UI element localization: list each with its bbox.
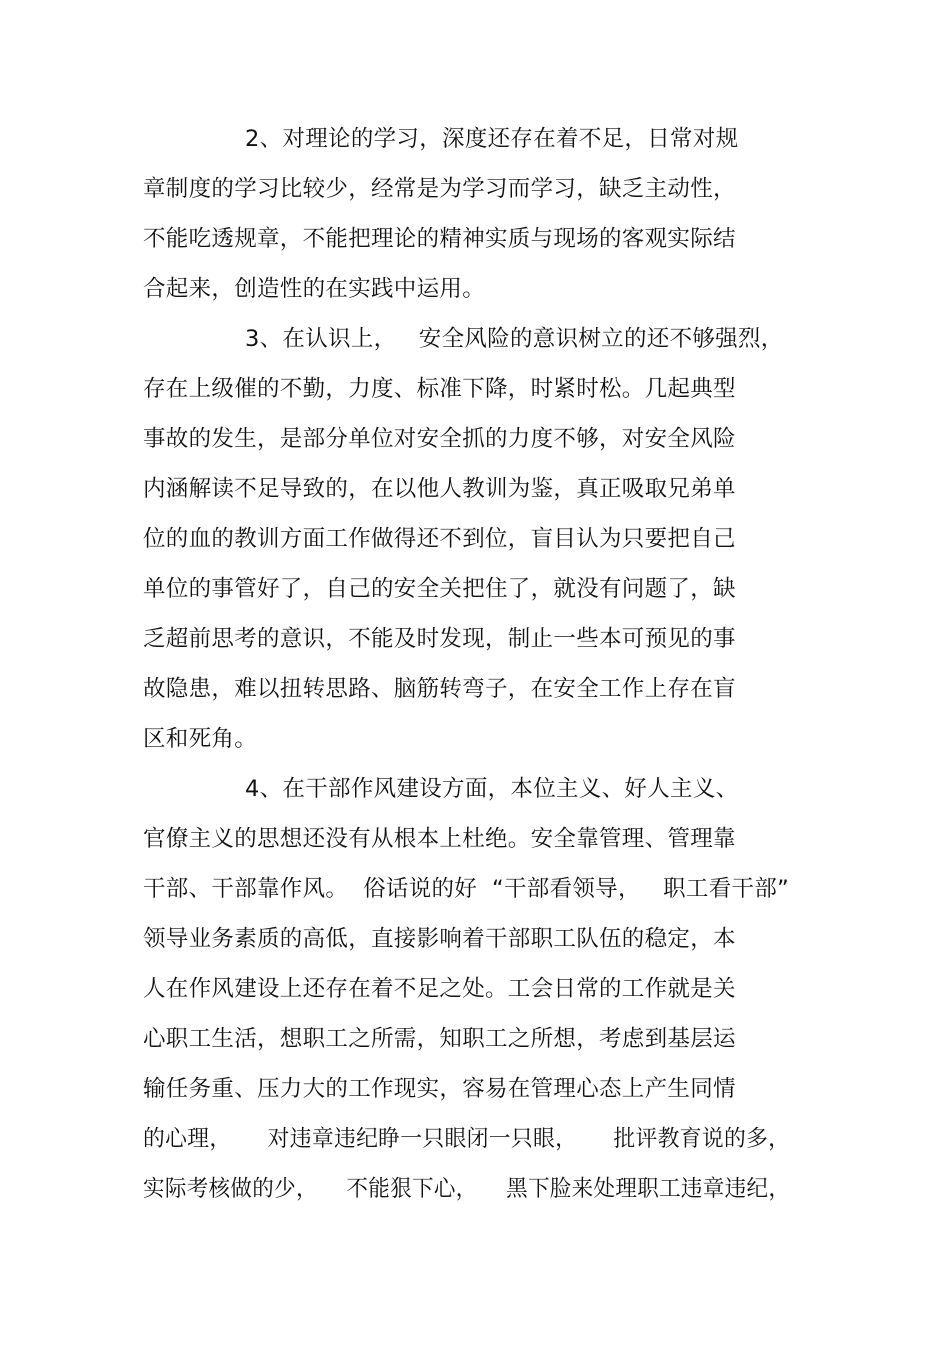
paragraph-2-line-4: 合起来，创造性的在实践中运用。 <box>143 276 486 302</box>
paragraph-3-line-6: 单位的事管好了，自己的安全关把住了，就没有问题了，缺 <box>143 576 736 602</box>
paragraph-2-line-2: 章制度的学习比较少，经常是为学习而学习，缺乏主动性， <box>143 176 736 202</box>
paragraph-4-line-1: 4、在干部作风建设方面，本位主义、好人主义、 <box>245 776 739 802</box>
paragraph-3-line-2: 存在上级催的不勤，力度、标准下降，时紧时松。几起典型 <box>143 376 736 402</box>
paragraph-3-line-4: 内涵解读不足导致的，在以他人教训为鉴，真正吸取兄弟单 <box>143 476 736 502</box>
paragraph-4-line-5: 人在作风建设上还存在着不足之处。工会日常的工作就是关 <box>143 976 736 1002</box>
paragraph-3-line-8: 故隐患，难以扭转思路、脑筋转弯子，在安全工作上存在盲 <box>143 676 736 702</box>
paragraph-3-line-1: 3、在认识上， 安全风险的意识树立的还不够强烈， <box>245 326 784 352</box>
paragraph-4-line-6: 心职工生活，想职工之所需，知职工之所想，考虑到基层运 <box>143 1026 736 1052</box>
paragraph-3-line-5: 位的血的教训方面工作做得还不到位，盲目认为只要把自己 <box>143 526 736 552</box>
paragraph-4-line-4: 领导业务素质的高低，直接影响着干部职工队伍的稳定，本 <box>143 926 736 952</box>
paragraph-4-line-9: 实际考核做的少， 不能狠下心， 黑下脸来处理职工违章违纪， <box>143 1176 791 1202</box>
paragraph-3-line-7: 乏超前思考的意识，不能及时发现，制止一些本可预见的事 <box>143 626 736 652</box>
paragraph-4-line-2: 官僚主义的思想还没有从根本上杜绝。安全靠管理、管理靠 <box>143 826 736 852</box>
paragraph-4-line-3: 干部、干部靠作风。 俗话说的好 “干部看领导， 职工看干部” <box>143 876 790 902</box>
paragraph-2-line-1: 2、对理论的学习，深度还存在着不足，日常对规 <box>245 126 739 152</box>
paragraph-3-line-3: 事故的发生，是部分单位对安全抓的力度不够，对安全风险 <box>143 426 736 452</box>
paragraph-4-line-8: 的心理， 对违章违纪睁一只眼闭一只眼， 批评教育说的多， <box>143 1126 791 1152</box>
paragraph-2-line-3: 不能吃透规章，不能把理论的精神实质与现场的客观实际结 <box>143 226 736 252</box>
paragraph-3-line-9: 区和死角。 <box>143 726 258 752</box>
paragraph-4-line-7: 输任务重、压力大的工作现实，容易在管理心态上产生同情 <box>143 1076 736 1102</box>
